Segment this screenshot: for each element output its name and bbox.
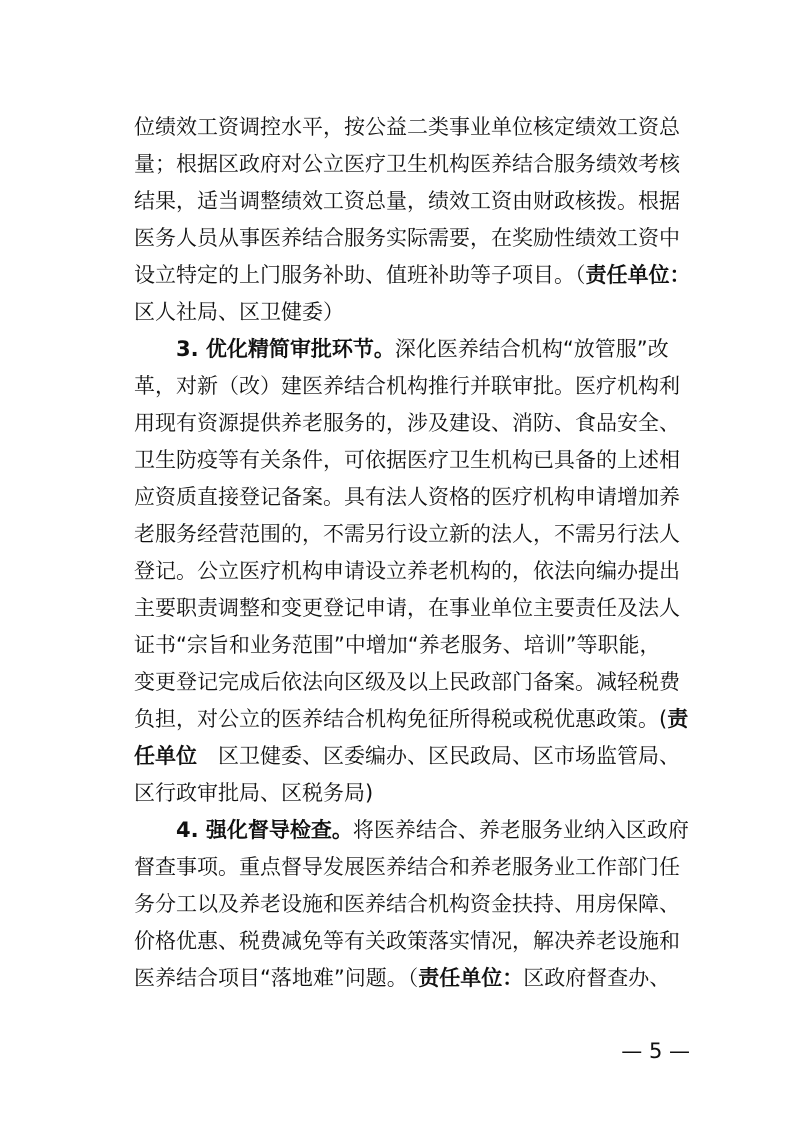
text-line: [134, 146, 690, 183]
text-line: [134, 923, 690, 960]
text-line: [134, 886, 690, 923]
text-run: 证书“宗旨和业务范围”中增加“养老服务、培训”等职能，: [134, 633, 661, 657]
responsible-unit-label: 任单位: [134, 744, 197, 768]
text-line: [134, 849, 690, 886]
text-run: 将医养结合、养老服务业纳入区政府: [352, 818, 689, 842]
text-run: 应资质直接登记备案。具有法人资格的医疗机构申请增加养: [134, 485, 680, 509]
text-run: 卫生防疫等有关条件，可依据医疗卫生机构已具备的上述相: [134, 448, 680, 472]
section-heading-line: [134, 331, 690, 368]
text-run: 负担，对公立的医养结合机构免征所得税或税优惠政策。(: [134, 707, 668, 731]
text-line: [134, 294, 690, 331]
text-line: [134, 960, 690, 997]
text-run: 价格优惠、税费减免等有关政策落实情况，解决养老设施和: [134, 929, 680, 953]
text-run: 老服务经营范围的，不需另行设立新的法人，不需另行法人: [134, 522, 680, 546]
text-run: 位绩效工资调控水平，按公益二类事业单位核定绩效工资总: [134, 115, 680, 139]
text-line: [134, 368, 690, 405]
text-line: [134, 701, 690, 738]
page-number: — 5 —: [621, 1039, 690, 1063]
section-heading: 4. 强化督导检查。: [176, 818, 353, 842]
text-run: 深化医养结合机构“放管服”改: [394, 337, 669, 361]
text-run: 设立特定的上门服务补助、值班补助等子项目。（: [134, 263, 586, 287]
responsible-unit-label: 责任单位：: [418, 966, 524, 990]
text-line: [134, 109, 690, 146]
text-run: 医务人员从事医养结合服务实际需要，在奖励性绩效工资中: [134, 226, 680, 250]
text-run: 医养结合项目“落地难”问题。（: [134, 966, 419, 990]
text-line: [134, 775, 690, 812]
text-run: 用现有资源提供养老服务的，涉及建设、消防、食品安全、: [134, 411, 680, 435]
responsible-unit-label: 责: [667, 707, 689, 731]
text-line: [134, 738, 690, 775]
text-line: [134, 590, 690, 627]
text-run: 督查事项。重点督导发展医养结合和养老服务业工作部门任: [134, 855, 680, 879]
text-run: 区卫健委、区委编办、区民政局、区市场监管局、: [197, 744, 680, 768]
text-line: [134, 479, 690, 516]
text-run: 结果，适当调整绩效工资总量，绩效工资由财政核拨。根据: [134, 189, 680, 213]
text-run: 量；根据区政府对公立医疗卫生机构医养结合服务绩效考核: [134, 152, 680, 176]
text-run: 变更登记完成后依法向区级及以上民政部门备案。减轻税费: [134, 670, 680, 694]
text-run: 革，对新（改）建医养结合机构推行并联审批。医疗机构利: [134, 374, 680, 398]
text-line: [134, 257, 690, 294]
text-run: 务分工以及养老设施和医养结合机构资金扶持、用房保障、: [134, 892, 680, 916]
text-run: 主要职责调整和变更登记申请，在事业单位主要责任及法人: [134, 596, 680, 620]
text-line: [134, 183, 690, 220]
text-run: 登记。公立医疗机构申请设立养老机构的，依法向编办提出: [134, 559, 680, 583]
body-text: [134, 109, 690, 997]
section-heading-line: [134, 812, 690, 849]
text-line: [134, 442, 690, 479]
text-run: 区人社局、区卫健委）: [134, 300, 344, 324]
text-line: [134, 405, 690, 442]
text-line: [134, 664, 690, 701]
responsible-unit-label: 责任单位：: [585, 263, 691, 287]
text-line: [134, 627, 690, 664]
text-run: 区政府督查办、: [523, 966, 671, 990]
text-run: 区行政审批局、区税务局): [134, 781, 374, 805]
section-heading: 3. 优化精简审批环节。: [176, 337, 395, 361]
text-line: [134, 220, 690, 257]
text-line: [134, 553, 690, 590]
text-line: [134, 516, 690, 553]
